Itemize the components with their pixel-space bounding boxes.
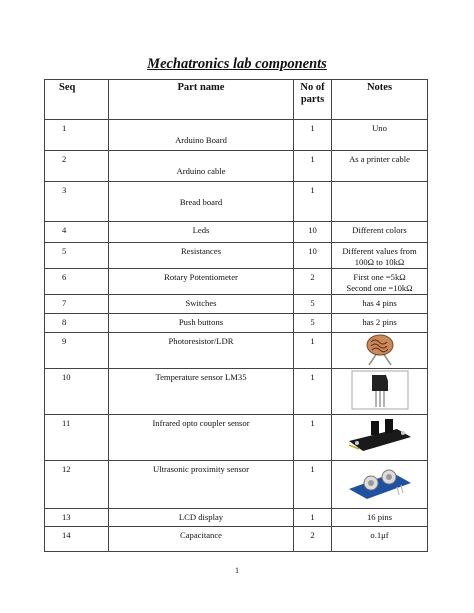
row-seq: 6 bbox=[45, 269, 109, 295]
row-part-name: Temperature sensor LM35 bbox=[109, 369, 294, 415]
row-seq: 4 bbox=[45, 222, 109, 243]
row-part-name: Leds bbox=[109, 222, 294, 243]
row-notes: Different colors bbox=[332, 222, 428, 243]
table-row bbox=[45, 120, 428, 151]
table-row bbox=[45, 295, 428, 314]
row-seq: 12 bbox=[45, 461, 109, 509]
row-count: 10 bbox=[294, 243, 332, 269]
row-part-name: Arduino cable bbox=[109, 151, 294, 182]
table-row bbox=[45, 314, 428, 333]
row-count: 1 bbox=[294, 120, 332, 151]
row-part-name: Resistances bbox=[109, 243, 294, 269]
row-count: 1 bbox=[294, 461, 332, 509]
row-notes bbox=[332, 182, 428, 222]
row-part-name: Push buttons bbox=[109, 314, 294, 333]
table-row bbox=[45, 461, 428, 509]
row-part-name: Rotary Potentiometer bbox=[109, 269, 294, 295]
row-seq: 8 bbox=[45, 314, 109, 333]
row-seq: 3 bbox=[45, 182, 109, 222]
row-part-name: Switches bbox=[109, 295, 294, 314]
row-seq: 10 bbox=[45, 369, 109, 415]
row-part-name: Bread board bbox=[109, 182, 294, 222]
row-notes: 16 pins bbox=[332, 509, 428, 527]
header-part-name: Part name bbox=[109, 80, 294, 120]
ultrasonic-sensor-image bbox=[345, 461, 415, 503]
row-part-name: LCD display bbox=[109, 509, 294, 527]
row-part-name: Photoresistor/LDR bbox=[109, 333, 294, 369]
row-notes: Uno bbox=[332, 120, 428, 151]
table-header-row bbox=[45, 80, 428, 120]
opto-coupler-image bbox=[345, 415, 415, 455]
header-no-of-parts: No of parts bbox=[294, 80, 332, 120]
row-count: 5 bbox=[294, 295, 332, 314]
components-table bbox=[44, 79, 428, 552]
row-part-name: Infrared opto coupler sensor bbox=[109, 415, 294, 461]
row-seq: 2 bbox=[45, 151, 109, 182]
row-seq: 14 bbox=[45, 527, 109, 552]
table-row bbox=[45, 222, 428, 243]
photoresistor-image bbox=[355, 333, 405, 365]
row-count: 1 bbox=[294, 415, 332, 461]
row-part-name: Arduino Board bbox=[109, 120, 294, 151]
lm35-sensor-image bbox=[350, 369, 410, 411]
table-row bbox=[45, 415, 428, 461]
table-row bbox=[45, 151, 428, 182]
row-notes: Different values from 100Ω to 10kΩ bbox=[332, 243, 428, 269]
row-count: 5 bbox=[294, 314, 332, 333]
row-count: 2 bbox=[294, 269, 332, 295]
row-notes: As a printer cable bbox=[332, 151, 428, 182]
header-seq: Seq bbox=[45, 80, 109, 120]
row-seq: 13 bbox=[45, 509, 109, 527]
table-row bbox=[45, 527, 428, 552]
table-row bbox=[45, 333, 428, 369]
row-seq: 9 bbox=[45, 333, 109, 369]
table-row bbox=[45, 243, 428, 269]
row-count: 2 bbox=[294, 527, 332, 552]
table-row bbox=[45, 509, 428, 527]
row-seq: 11 bbox=[45, 415, 109, 461]
row-count: 1 bbox=[294, 151, 332, 182]
row-count: 1 bbox=[294, 182, 332, 222]
row-part-name: Capacitance bbox=[109, 527, 294, 552]
row-seq: 1 bbox=[45, 120, 109, 151]
table-row bbox=[45, 269, 428, 295]
table-row bbox=[45, 369, 428, 415]
row-count: 1 bbox=[294, 509, 332, 527]
row-notes: has 2 pins bbox=[332, 314, 428, 333]
row-part-name: Ultrasonic proximity sensor bbox=[109, 461, 294, 509]
row-count: 1 bbox=[294, 333, 332, 369]
page-number: 1 bbox=[235, 566, 239, 575]
row-seq: 5 bbox=[45, 243, 109, 269]
header-notes: Notes bbox=[332, 80, 428, 120]
row-notes: First one =5kΩ Second one =10kΩ bbox=[332, 269, 428, 295]
row-count: 1 bbox=[294, 369, 332, 415]
table-row bbox=[45, 182, 428, 222]
row-count: 10 bbox=[294, 222, 332, 243]
row-notes: has 4 pins bbox=[332, 295, 428, 314]
row-notes: o.1μf bbox=[332, 527, 428, 552]
row-seq: 7 bbox=[45, 295, 109, 314]
page-title: Mechatronics lab components bbox=[147, 56, 327, 72]
